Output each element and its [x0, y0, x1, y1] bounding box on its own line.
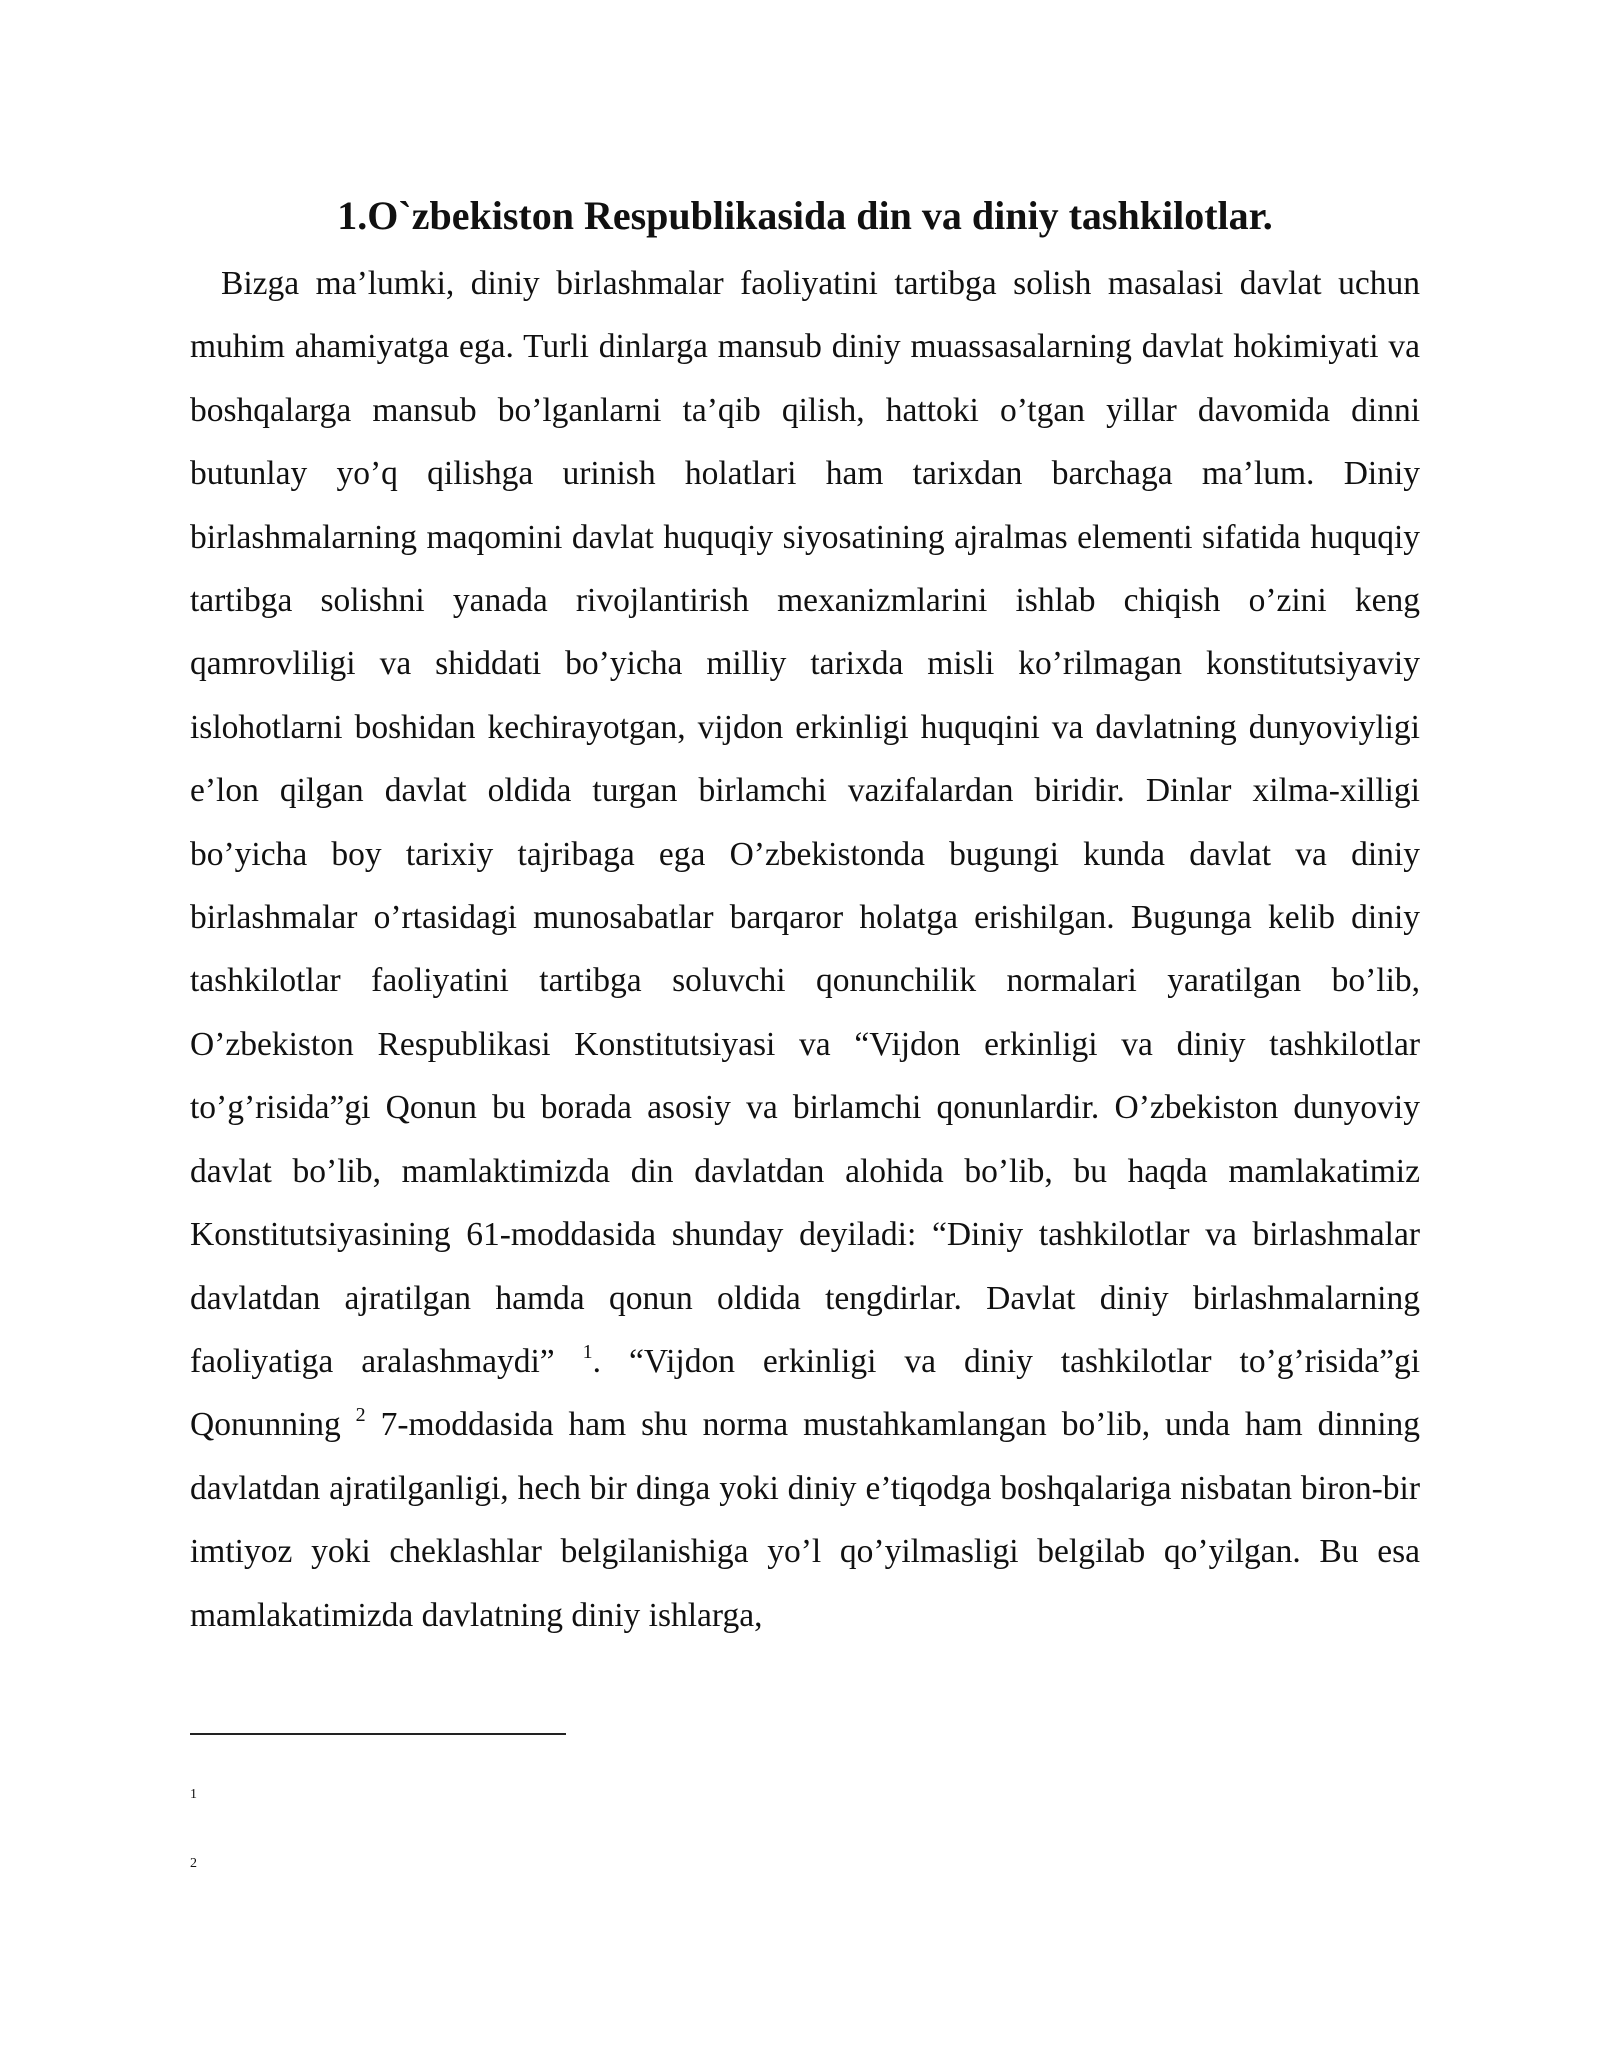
document-title: 1.O`zbekiston Respublikasida din va diniy tashkilotlar. — [337, 193, 1273, 238]
footnote-ref-1: 1 — [582, 1340, 593, 1363]
paragraph-text-part-1: Bizga ma’lumki, diniy birlashmalar faoliyatini tartibga solish masalasi davlat uchun muhim ahamiyatga ega. Turli dinlarga mansub diniy muassasalarning davlat hokimiyati va boshqalarga mansub bo’lganlarni ta’qib qilish, hattoki o’tgan yillar davomida dinni butunlay yo’q qilishga urinish holatlari ham tarixdan barchaga ma’lum. Diniy birlashmalarning maqomini davlat huquqiy siyosatining ajralmas elementi sifatida huquqiy tartibga solishni yanada rivojlantirish mexanizmlarini ishlab chiqish o’zini keng qamrovliligi va shiddati bo’yicha milliy tarixda misli ko’rilmagan konstitutsiyaviy islohotlarni boshidan kechirayotgan, vijdon erkinligi huquqini va davlatning dunyoviyligi e’lon qilgan davlat oldida turgan birlamchi vazifalardan biridir. Dinlar xilma-xilligi bo’yicha boy tarixiy tajribaga ega O’zbekistonda bugungi kunda davlat va diniy birlashmalar o’rtasidagi munosabatlar barqaror holatga erishilgan. Bugunga kelib diniy tashkilotlar faoliyatini tartibga soluvchi qonunchilik normalari yaratilgan bo’lib, O’zbekiston Respublikasi Konstitutsiyasi va “Vijdon erkinligi va diniy tashkilotlar to’g’risida”gi Qonun bu borada asosiy va birlamchi qonunlardir. O’zbekiston dunyoviy davlat bo’lib, mamlaktimizda din davlatdan alohida bo’lib, bu haqda mamlakatimiz Konstitutsiyasining 61-moddasida shunday deyiladi: “Diniy tashkilotlar va birlashmalar davlatdan ajratilgan hamda qonun oldida tengdirlar. Davlat diniy birlashmalarning faoliyatiga aralashmaydi” — [190, 265, 1420, 1380]
footnote-2-marker: 2 — [190, 1856, 197, 1871]
footnote-separator — [190, 1733, 566, 1735]
footnote-1-marker: 1 — [190, 1787, 197, 1802]
body-paragraph — [190, 252, 1420, 1647]
paragraph-text-part-2: . “Vijdon erkinligi va diniy tashkilotlar to’g’risida”gi Qonunning — [190, 1342, 1421, 1444]
paragraph-text-part-3: 7-moddasida ham shu norma mustahkamlangan bo’lib, unda ham dinning davlatdan ajratilganligi, hech bir dinga yoki diniy e’tiqodga boshqalariga nisbatan biron-bir imtiyoz yoki cheklashlar belgilanishiga yo’l qo’yilmasligi belgilab qo’yilgan. Bu esa mamlakatimizda davlatning diniy ishlarga, — [190, 1406, 1421, 1634]
footnote-ref-2: 2 — [355, 1404, 366, 1427]
